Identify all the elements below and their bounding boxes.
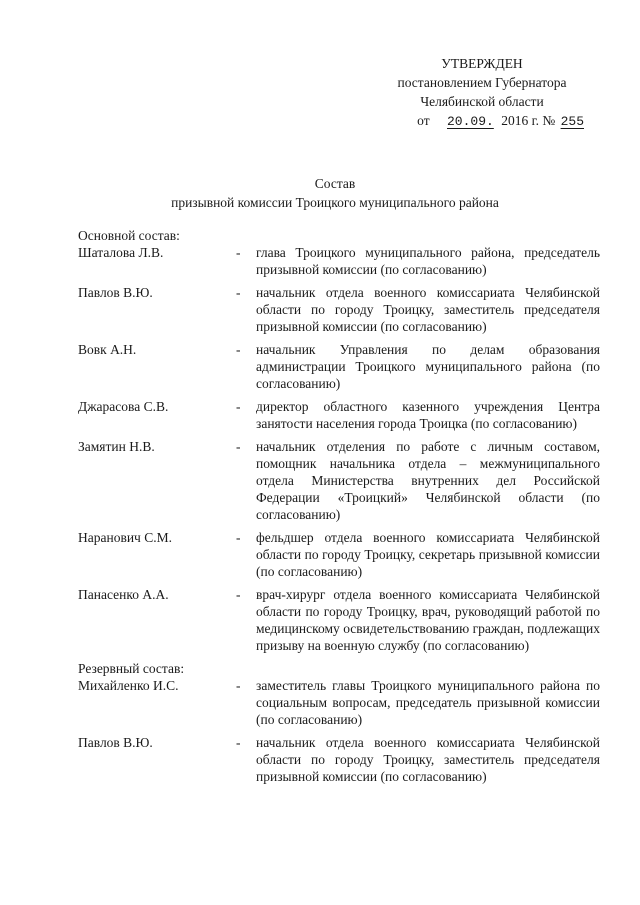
member-dash: - [236, 439, 241, 454]
title-line-2: призывной комиссии Троицкого муниципального района [171, 195, 499, 210]
member-row [78, 677, 600, 728]
member-role: глава Троицкого муниципального района, председатель призывной комиссии (по согласованию) [256, 245, 600, 277]
commission-list [78, 227, 600, 791]
member-row [78, 586, 600, 654]
member-row [78, 244, 600, 278]
member-role: начальник отдела военного комиссариата Челябинской области по городу Троицку, заместитель председателя призывной комиссии (по согласованию) [256, 735, 600, 784]
member-name: Павлов В.Ю. [78, 285, 153, 300]
title-line-1: Состав [314, 176, 356, 191]
decree-number: 255 [560, 114, 584, 129]
member-name: Шаталова Л.В. [78, 245, 164, 260]
member-dash: - [236, 399, 241, 414]
member-dash: - [236, 678, 241, 693]
approval-stamp [372, 54, 592, 131]
member-role: директор областного казенного учреждения Центра занятости населения города Троицка (по согласованию) [256, 399, 600, 431]
approval-date: 20.09. [447, 114, 494, 129]
member-role: начальник отдела военного комиссариата Челябинской области по городу Троицку, заместитель председателя призывной комиссии (по согласованию) [256, 285, 600, 334]
member-dash: - [236, 530, 241, 545]
member-dash: - [236, 587, 241, 602]
member-name: Замятин Н.В. [78, 439, 155, 454]
member-dash: - [236, 735, 241, 750]
member-row [78, 398, 600, 432]
member-dash: - [236, 285, 241, 300]
member-name: Наранович С.М. [78, 530, 172, 545]
member-name: Вовк А.Н. [78, 342, 137, 357]
approval-heading: УТВЕРЖДЕН [441, 56, 523, 71]
main-composition-label: Основной состав: [78, 228, 180, 243]
member-dash: - [236, 245, 241, 260]
member-role: начальник Управления по делам образования администрации Троицкого муниципального района (по согласованию) [256, 342, 600, 391]
member-role: врач-хирург отдела военного комиссариата Челябинской области по городу Троицку, врач, руководящий работой по медицинскому освидетельствованию граждан, подлежащих призыву на военную службу (по согласованию) [256, 587, 600, 653]
year-number-label: 2016 г. № [501, 113, 556, 128]
approval-authority: постановлением Губернатора [397, 75, 567, 90]
member-row [78, 284, 600, 335]
member-role: фельдшер отдела военного комиссариата Челябинской области по городу Троицку, секретарь призывной комиссии (по согласованию) [256, 530, 600, 579]
date-prefix: от [417, 113, 430, 128]
member-role: начальник отделения по работе с личным составом, помощник начальника отдела – межмуниципального отдела Министерства внутренних дел Российской Федерации «Троицкий» Челябинской области (по согласованию) [256, 439, 600, 522]
member-role: заместитель главы Троицкого муниципального района по социальным вопросам, председатель призывной комиссии (по согласованию) [256, 678, 600, 727]
member-row [78, 438, 600, 523]
member-name: Михайленко И.С. [78, 678, 179, 693]
approval-region: Челябинской области [420, 94, 544, 109]
member-row [78, 734, 600, 785]
reserve-composition-label: Резервный состав: [78, 661, 185, 676]
member-name: Джарасова С.В. [78, 399, 169, 414]
member-name: Павлов В.Ю. [78, 735, 153, 750]
document-title [0, 174, 640, 212]
member-name: Панасенко А.А. [78, 587, 169, 602]
member-row [78, 529, 600, 580]
member-dash: - [236, 342, 241, 357]
approval-dateline [372, 111, 592, 131]
member-row [78, 341, 600, 392]
